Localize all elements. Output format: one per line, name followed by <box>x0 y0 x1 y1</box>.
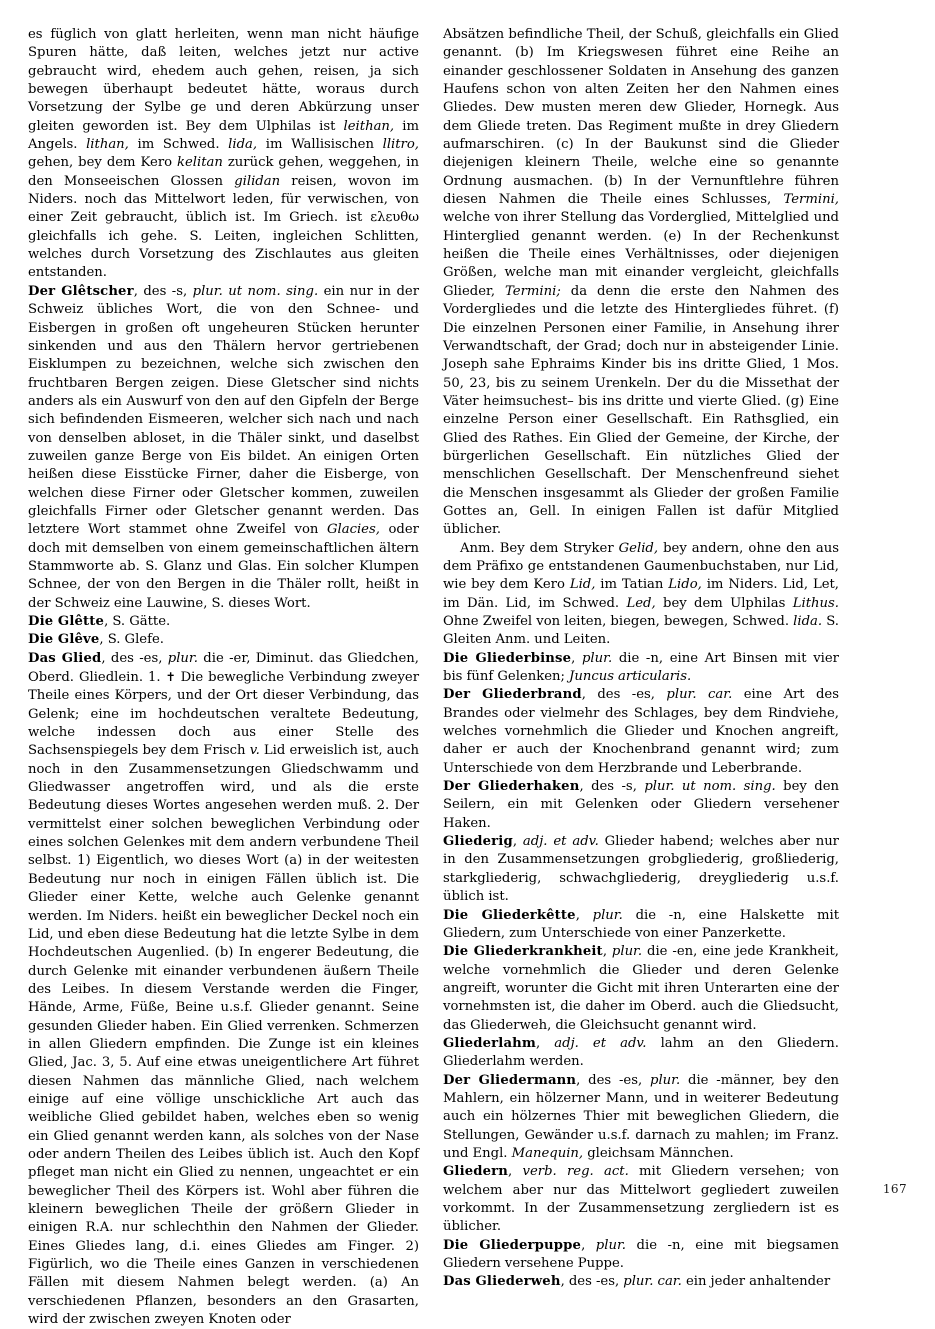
dictionary-entry <box>443 686 839 778</box>
body-text: , des -es, <box>101 650 168 666</box>
grammar-abbrev: kelitan <box>177 155 223 171</box>
body-text: welche von ihrer Stellung das Vorderglied, Mittelglied und Hinterglied genannt werden. (e) In der Rechenkunst heißen die Theile eines Verhältnisses, oder diejenigen Größen, welche man mit einander vergleicht, gleichfalls Glieder, <box>443 210 839 299</box>
body-text: eine Art des Brandes oder vielmehr des Schlages, bey dem Rindviehe, welches vornehmlich die Glieder und Knochen angreift, daher er auch der Knochenbrand genannt wird; zum Unterschiede von dem Herzbrande und Leberbrande. <box>443 687 839 776</box>
headword: Der Gliederhaken <box>443 779 580 795</box>
headword: Der Gliedermann <box>443 1072 577 1088</box>
headword: Die Glêtte <box>28 614 105 629</box>
grammar-abbrev: Lido, <box>668 577 702 593</box>
body-text: , des -s, <box>133 283 193 299</box>
body-text: die -n, eine Art Binsen mit vier bis fünf Gelenken; <box>443 650 839 685</box>
grammar-abbrev: plur. <box>611 944 643 960</box>
body-text: , <box>602 944 612 960</box>
body-text: , des -es, <box>581 687 667 703</box>
body-text: es füglich von glatt herleiten, wenn man nicht häufige Spuren hätte, daß leiten, welches jetzt nur active gebraucht wird, ehedem auch gehen, reisen, ja sich bewegen überhaupt bedeutet hätte, woraus durch Vorsetzung der Sylbe ge und deren Abkürzung unser gleiten geworden ist. Bey dem Ulphilas ist <box>28 27 419 134</box>
headword: Gliederlahm <box>443 1035 536 1051</box>
body-text: die -männer, bey den Mahlern, ein hölzerner Mann, und in weiterer Bedeutung auch ein hölzernes Thier mit beweglichen Gliedern, die Stellungen, Gewänder u.s.f. darnach zu mahlen; im Franz. und Engl. <box>443 1072 839 1161</box>
grammar-abbrev: lithan, <box>86 137 129 153</box>
headword: Die Glêve <box>28 632 100 648</box>
body-text: ein jeder anhaltender <box>681 1274 831 1290</box>
left-column <box>28 26 419 1329</box>
dictionary-entry <box>443 1035 839 1072</box>
grammar-abbrev: lida, <box>228 137 258 153</box>
body-text: , <box>535 1035 555 1051</box>
body-text: lahm an den Gliedern. Gliederlahm werden. <box>443 1035 839 1070</box>
grammar-abbrev: llitro, <box>382 137 419 153</box>
body-text: Die bewegliche Verbindung zweyer Theile eines Körpers, und der Ort dieser Verbindung, das Gelenk; eine im hochdeutschen veraltete Bedeutung, welche indessen doch aus einer Stelle des Sachsenspiegels bey dem Frisch <box>28 670 420 759</box>
body-paragraph <box>28 26 419 283</box>
body-text: oder doch mit demselben von einem gemeinschaftlichen ältern Stammworte ab. S. Glanz und Glas. Ein solcher Klumpen Schnee, der von den Bergen in die Thäler rollt, heißt in der Schweiz eine Lauwine, S. dieses Wort. <box>28 522 419 611</box>
body-text: bey andern, ohne den aus dem Präfixo ge entstandenen Gaumenbuchstaben, nur Lid, wie bey dem Kero <box>443 540 839 593</box>
grammar-abbrev: plur. car. <box>623 1274 682 1290</box>
grammar-abbrev: Lithus. <box>792 595 839 611</box>
body-text: Absätzen befindliche Theil, der Schuß, gleichfalls ein Glied genannt. (b) Im Kriegswesen führet eine Reihe an einander geschlossener Soldaten in Ansehung des ganzen Haufens schon von alten Zeiten her den Nahmen eines Gliedes. Dew musten meren dew Glieder, Hornegk. Aus dem Gliede treten. Das Regiment mußte in drey Gliedern aufmarschiren. (c) In der Baukunst sind die Glieder diejenigen kleinern Theile, welche eine so genannte Ordnung ausmachen. (b) In der Vernunftlehre führen diesen Nahmen die Theile eines Schlusses, <box>443 27 839 208</box>
dictionary-entry <box>443 943 839 1035</box>
dictionary-entry <box>443 907 839 944</box>
headword: Gliederig <box>443 834 513 850</box>
grammar-abbrev: Termini; <box>505 283 561 299</box>
dictionary-entry <box>443 1072 839 1164</box>
body-text: bey den Seilern, ein mit Gelenken oder Gliedern versehener Haken. <box>443 779 840 831</box>
body-text: , <box>581 1237 596 1253</box>
body-text: , des -es, <box>576 1072 650 1088</box>
grammar-abbrev: leithan, <box>343 118 395 134</box>
body-text: bey dem Ulphilas <box>655 595 793 611</box>
right-column <box>443 26 839 1292</box>
dictionary-entry <box>443 1237 839 1274</box>
body-text: im Angels. <box>28 118 419 153</box>
body-text: die -er, Diminut. das Gliedchen, Oberd. Gliedlein. 1. <box>28 650 419 686</box>
grammar-abbrev: Manequin, <box>511 1145 584 1161</box>
body-text: S. Gleiten Anm. und Leiten. <box>443 614 839 648</box>
body-text: , <box>575 907 593 923</box>
body-text: , des -es, <box>560 1274 624 1290</box>
grammar-abbrev: plur. <box>650 1072 681 1088</box>
grammar-abbrev: plur. <box>595 1237 626 1253</box>
grammar-abbrev: lida. <box>793 614 823 629</box>
body-text: , S. Gätte. <box>104 614 171 629</box>
body-text: im Schwed. <box>128 137 229 153</box>
body-text: , S. Glefe. <box>99 632 164 648</box>
body-text: Glieder habend; welches aber nur in den Zusammensetzungen grobgliederig, großliederig, starkgliederig, schwachgliederig, dreygliederig u.s.f. üblich ist. <box>443 834 839 905</box>
dictionary-entry <box>28 650 419 1329</box>
headword: Das Gliederweh <box>443 1274 561 1290</box>
dictionary-entry <box>443 650 839 687</box>
body-text: die -n, eine Halskette mit Gliedern, zum Unterschiede von einer Panzerkette. <box>443 907 839 941</box>
greek-text: ελευθω <box>370 210 419 226</box>
grammar-abbrev: Juncus articularis. <box>569 669 692 685</box>
body-text: da denn die erste den Nahmen des Vordergliedes und die letzte des Hintergliedes führet. (f) Die einzelnen Personen einer Familie, in Ansehung ihrer Verwandtschaft, der Grad; doch nur in absteigender Linie. Joseph sahe Ephraims Kinder bis ins dritte Glied, 1 Mos. 50, 23, bis zu seinem Urenkeln. Der du die Missethat der Väter heimsuchest– bis ins dritte und vierte Glied. (g) Eine einzelne Person einer Gesellschaft. Ein Rathsglied, ein Glied des Rathes. Ein Glied der Gemeine, der Kirche, der bürgerlichen Gesellschaft. Ein nützliches Glied der menschlichen Gesellschaft. Der Menschenfreund siehet die Menschen insgesammt als Glieder der großen Familie Gottes an, Gell. In einigen Fallen ist dafür Mitglied üblicher. <box>443 283 839 538</box>
body-text: zurück gehen, weggehen, in den Monseeischen Glossen <box>28 155 420 189</box>
dictionary-entry <box>443 778 839 833</box>
grammar-abbrev: Glacies, <box>326 522 380 538</box>
body-text: Lid erweislich ist, auch noch in den Zusammensetzungen Gliedschwamm und Gliedwasser angetroffen wird, und als die erste Bedeutung dieses Wortes angesehen werden muß. 2. Der vermittelst einer solchen beweglichen Verbindung oder eines solchen Gelenkes mit dem andern verbundene Theil selbst. 1) Eigentlich, wo dieses Wort (a) in der weitesten Bedeutung nur noch in einigen Fällen üblich ist. Die Glieder einer Kette, welche auch Gelenke genannt werden. Im Niders. heißt ein beweglicher Deckel noch ein Lid, und eben diese Bedeutung hat die letzte Sylbe in dem Hochdeutschen Augenlied. (b) In engerer Bedeutung, die durch Gelenke mit einander verbundenen äußern Theile des Leibes. In diesem Verstande werden die Finger, Hände, Arme, Füße, Beine u.s.f. Glieder genannt. Seine gesunden Glieder haben. Ein Glied verrenken. Schmerzen in allen Gliedern empfinden. Die Zunge ist ein kleines Glied, Jac. 3, 5. Auf eine etwas uneigentlichere Art führet diesen Nahmen das männliche Glied, nach welchem einige auf eine völlige unschickliche Art auch das weibliche Glied gebildet haben, welches eben so wenig ein Glied genannt werden kann, als solches von der Nase oder andern Theilen des Leibes üblich ist. Auch den Kopf pfleget man nicht ein Glied zu nennen, ungeachtet er ein beweglicher Theil des Körpers ist. Wohl aber führen die kleinern beweglichen Theile der größern Glieder in einigen R.A. nur schlechthin den Nahmen der Glieder. Eines Gliedes lang, d.i. eines Gliedes am Finger. 2) Figürlich, wo die Theile eines Ganzen in verschiedenen Fällen mit diesem Nahmen belegt werden. (a) An verschiedenen Pflanzen, besonders an den Grasarten, wird der zwischen zweyen Knoten oder <box>28 743 420 1328</box>
page-number: 167 <box>882 1182 907 1196</box>
body-text: die -n, eine mit biegsamen Gliedern versehene Puppe. <box>443 1237 839 1272</box>
body-text: , des -s, <box>579 779 645 795</box>
body-text: im Wallisischen <box>257 137 383 153</box>
body-text: die -en, eine jede Krankheit, welche vornehmlich die Glieder und deren Gelenke angreift, worunter die Gicht mit ihren Unterarten eine der vornehmsten ist, die daher im Oberd. auch die Gliedsucht, das Gliederweh, die Gleichsucht genannt wird. <box>443 944 839 1033</box>
grammar-abbrev: adj. et adv. <box>554 1035 647 1051</box>
body-text: gleichfalls ich gehe. S. Leiten, ingleichen Schlitten, welches durch Vorsetzung des Zischlautes aus gleiten entstanden. <box>28 228 419 281</box>
dictionary-entry <box>28 631 419 649</box>
dictionary-entry <box>443 833 839 906</box>
dictionary-entry <box>28 283 419 613</box>
grammar-abbrev: Lid, <box>569 577 596 593</box>
headword: Die Gliederpuppe <box>443 1237 582 1253</box>
grammar-abbrev: Led, <box>626 595 656 611</box>
grammar-abbrev: gilidan <box>234 173 281 189</box>
grammar-abbrev: v. <box>249 743 260 759</box>
headword: Der Gliederbrand <box>443 687 582 703</box>
grammar-abbrev: plur. car. <box>666 687 733 703</box>
grammar-abbrev: Termini, <box>783 192 839 208</box>
headword: Das Glied <box>28 650 102 666</box>
body-text: gehen, bey dem Kero <box>28 155 178 171</box>
grammar-abbrev: plur. <box>592 907 623 923</box>
grammar-abbrev: verb. reg. act. <box>522 1164 629 1180</box>
body-text: ein nur in der Schweiz übliches Wort, die von den Schnee- und Eisbergen in großen oft ungeheuren Stücken herunter sinkenden und aus den Thälern hervor gertriebenen Eisklumpen zu bezeichnen, welche sich zwischen den fruchtbaren Bergen zeigen. Diese Gletscher sind nichts anders als ein Auswurf von den auf den Gipfeln der Berge sich befindenden Eismeeren, welcher sich nach und nach von denselben abloset, in die Thäler sinkt, und daselbst zuweilen ganze Berge von Eis bildet. An einigen Orten heißen diese Eisstücke Firner, daher die Eisberge, von welchen diese Firner oder Gletscher kommen, zuweilen gleichfalls Firner oder Gletscher genannt werden. Das letztere Wort stammet ohne Zweifel von <box>28 283 419 538</box>
headword: Die Gliederbinse <box>443 650 572 666</box>
grammar-abbrev: plur. ut nom. sing. <box>644 779 776 795</box>
headword: Die Gliederkêtte <box>443 907 576 923</box>
headword: Der Glêtscher <box>28 283 134 299</box>
dagger-symbol: ✝ <box>165 670 176 685</box>
etymology-note <box>443 540 839 650</box>
two-column-layout <box>28 26 907 1329</box>
dictionary-entry <box>443 1273 839 1291</box>
grammar-abbrev: adj. et adv. <box>522 834 599 850</box>
body-text: im Tatian <box>595 577 669 593</box>
body-text: reisen, wovon im Niders. noch das Mittelwort leden, für verwischen, von einer Zeit gebraucht, üblich ist. Im Griech. ist <box>28 173 419 226</box>
body-text: , <box>571 650 582 666</box>
body-text: im Niders. Lid, Let, im Dän. Lid, im Schwed. <box>443 577 839 611</box>
grammar-abbrev: plur. <box>581 650 613 666</box>
body-text: Ohne Zweifel von leiten, biegen, bewegen, Schwed. <box>443 614 794 629</box>
grammar-abbrev: plur. <box>167 650 198 666</box>
body-paragraph <box>443 26 839 540</box>
body-text: , <box>508 1164 523 1180</box>
body-text: Anm. Bey dem Stryker <box>460 540 619 556</box>
dictionary-entry <box>443 1163 839 1236</box>
body-text: gleichsam Männchen. <box>583 1145 734 1161</box>
body-text: mit Gliedern versehen; von welchem aber nur das Mittelwort gegliedert zuweilen vorkommt. In der Zusammensetzung zergliedern ist es üblicher. <box>443 1164 839 1235</box>
grammar-abbrev: Gelid, <box>618 540 659 556</box>
headword: Gliedern <box>443 1164 509 1180</box>
headword: Die Gliederkrankheit <box>443 944 603 960</box>
dictionary-entry <box>28 613 419 631</box>
body-text: , <box>512 834 523 850</box>
grammar-abbrev: plur. ut nom. sing. <box>192 283 319 299</box>
